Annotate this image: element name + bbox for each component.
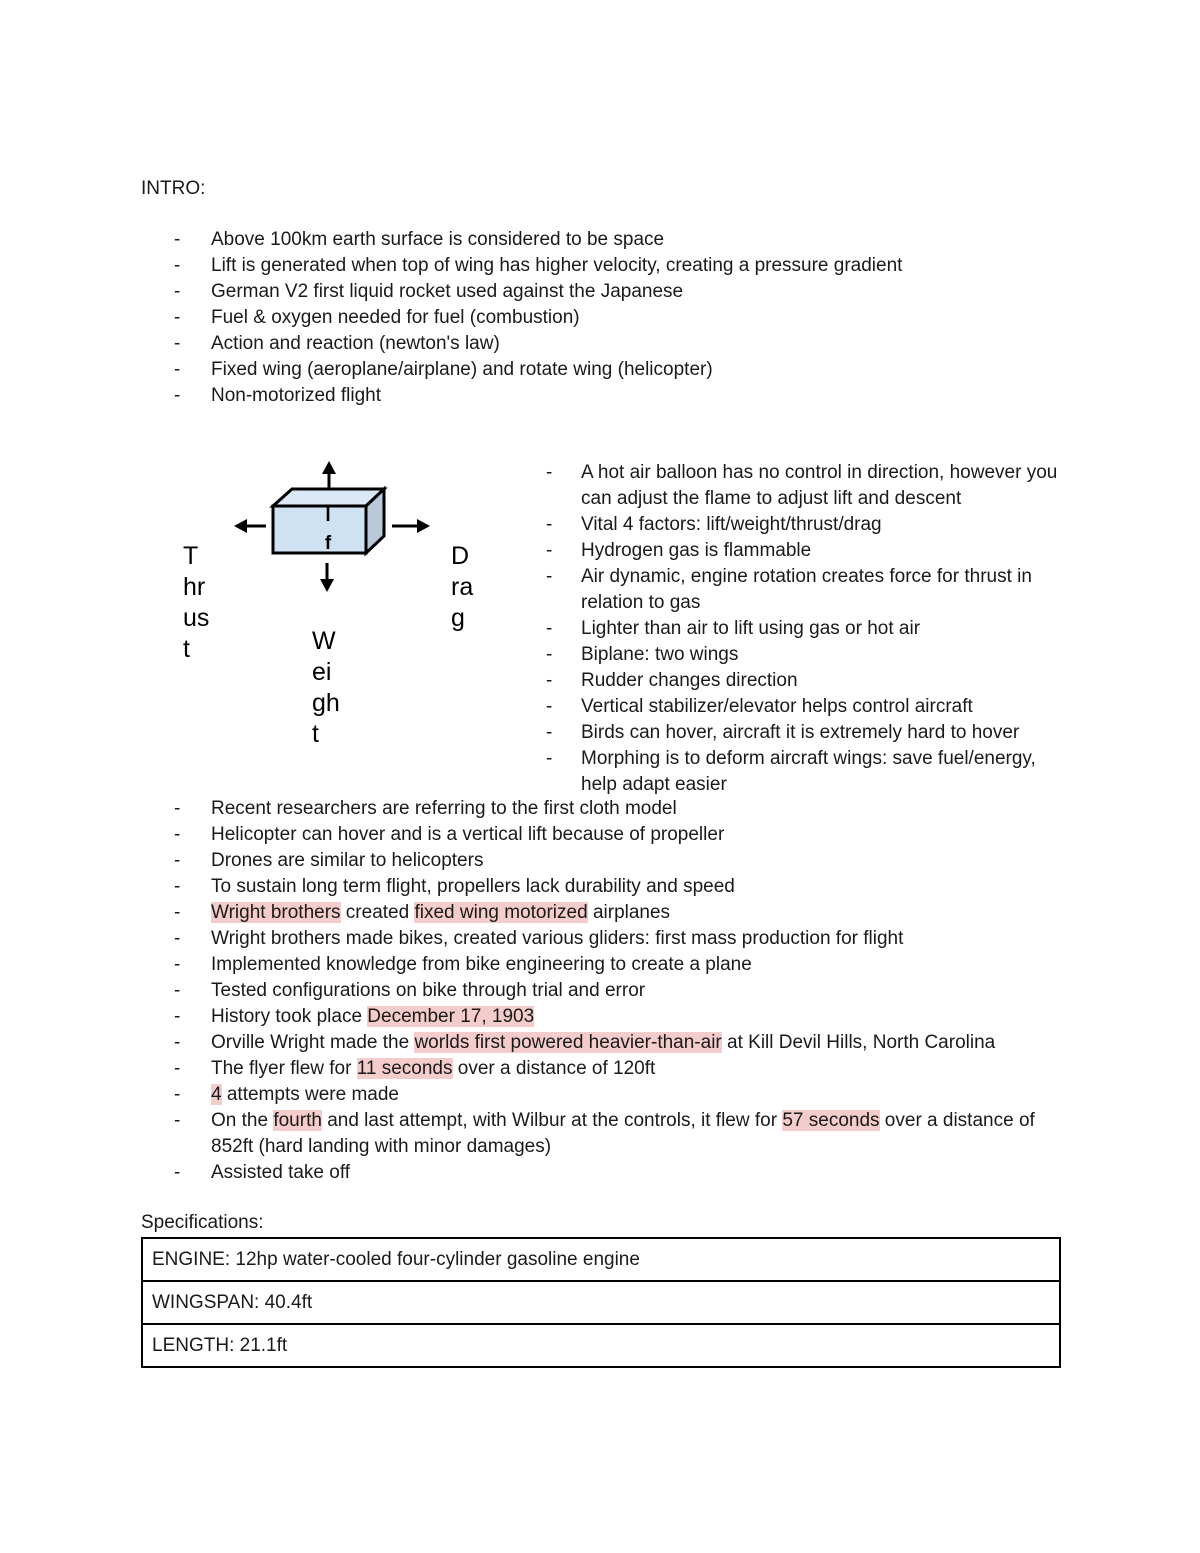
list-item	[141, 1082, 1056, 1108]
spec-cell-engine: ENGINE: 12hp water-cooled four-cylinder gasoline engine	[142, 1238, 1060, 1281]
list-item-text: attempts were made	[221, 1084, 399, 1105]
list-item	[141, 331, 1041, 357]
list-item-text: Assisted take off	[211, 1162, 351, 1183]
bullet-dash: -	[174, 307, 181, 328]
thrust-label-line: t	[183, 635, 190, 663]
list-item-text: Tested configurations on bike through trial and error	[211, 980, 646, 1001]
list-item-text: airplanes	[587, 902, 671, 923]
bullet-dash: -	[546, 644, 553, 665]
bullet-dash: -	[546, 462, 553, 483]
weight-label-line: ei	[312, 658, 332, 686]
list-item-text: Vertical stabilizer/elevator helps control aircraft	[581, 696, 973, 717]
list-item	[141, 357, 1041, 383]
list-item-text: Above 100km earth surface is considered to be space	[211, 229, 665, 250]
list-item-text: Fixed wing (aeroplane/airplane) and rotate wing (helicopter)	[211, 359, 713, 380]
forces-diagram	[170, 455, 500, 775]
spec-row	[142, 1324, 1060, 1367]
bullet-dash: -	[174, 1006, 181, 1027]
list-item-text: To sustain long term flight, propellers lack durability and speed	[211, 876, 735, 897]
thrust-label-line: hr	[183, 573, 206, 601]
drag-arrow-head	[417, 519, 430, 533]
drag-label-line: D	[451, 542, 470, 570]
thrust-label-line: T	[183, 542, 199, 570]
aircraft-facts-list	[546, 460, 1066, 798]
bullet-dash: -	[174, 980, 181, 1001]
thrust-label-line: us	[183, 604, 210, 632]
lift-label-line: f	[324, 533, 332, 554]
list-item	[546, 746, 1066, 798]
bullet-dash: -	[174, 1032, 181, 1053]
spec-row	[142, 1281, 1060, 1324]
list-item	[141, 253, 1041, 279]
list-item	[546, 642, 1066, 668]
bullet-dash: -	[174, 954, 181, 975]
bullet-dash: -	[174, 229, 181, 250]
list-item	[141, 1004, 1056, 1030]
list-item-text: Helicopter can hover and is a vertical lift because of propeller	[211, 824, 725, 845]
list-item	[141, 900, 1056, 926]
bullet-dash: -	[546, 748, 553, 769]
weight-label-line: t	[312, 720, 319, 748]
highlighted-text: fixed wing motorized	[414, 902, 588, 923]
list-item-text: German V2 first liquid rocket used against the Japanese	[211, 281, 684, 302]
weight-label	[312, 626, 352, 750]
list-item-text: Birds can hover, aircraft it is extremely hard to hover	[581, 722, 1020, 743]
drag-label	[451, 541, 491, 634]
bullet-dash: -	[546, 566, 553, 587]
list-item	[141, 383, 1041, 409]
list-item-text: Recent researchers are referring to the first cloth model	[211, 798, 677, 819]
bullet-dash: -	[174, 281, 181, 302]
thrust-label	[183, 541, 223, 665]
list-item	[141, 1030, 1056, 1056]
lift-label	[320, 502, 336, 558]
list-item	[141, 1056, 1056, 1082]
lift-arrow-head	[322, 461, 336, 474]
list-item-text: created	[340, 902, 415, 923]
list-item	[141, 978, 1056, 1004]
list-item	[141, 227, 1041, 253]
list-item	[141, 279, 1041, 305]
list-item-text: History took place	[211, 1006, 368, 1027]
list-item	[546, 720, 1066, 746]
bullet-dash: -	[546, 670, 553, 691]
list-item	[546, 512, 1066, 538]
spec-row	[142, 1238, 1060, 1281]
list-item-text: Fuel & oxygen needed for fuel (combustion)	[211, 307, 580, 328]
list-item-text: Lighter than air to lift using gas or hot air	[581, 618, 921, 639]
bullet-dash: -	[174, 824, 181, 845]
bullet-dash: -	[174, 1058, 181, 1079]
list-item-text: Action and reaction (newton's law)	[211, 333, 500, 354]
list-item-text: Implemented knowledge from bike engineering to create a plane	[211, 954, 752, 975]
highlighted-text: fourth	[273, 1110, 322, 1131]
bullet-dash: -	[174, 928, 181, 949]
list-item-text: Air dynamic, engine rotation creates force for thrust in relation to gas	[581, 566, 1032, 613]
list-item-text: Lift is generated when top of wing has higher velocity, creating a pressure gradient	[211, 255, 903, 276]
list-item-text: Drones are similar to helicopters	[211, 850, 484, 871]
bullet-dash: -	[546, 696, 553, 717]
list-item-text: Rudder changes direction	[581, 670, 798, 691]
specifications-table	[141, 1237, 1061, 1368]
drag-label-line: ra	[451, 573, 474, 601]
bullet-dash: -	[174, 798, 181, 819]
bullet-dash: -	[174, 359, 181, 380]
list-item-text: Biplane: two wings	[581, 644, 739, 665]
list-item	[141, 1160, 1056, 1186]
list-item-text: The flyer flew for	[211, 1058, 357, 1079]
list-item	[141, 952, 1056, 978]
list-item	[546, 460, 1066, 512]
bullet-dash: -	[546, 722, 553, 743]
list-item-text: Vital 4 factors: lift/weight/thrust/drag	[581, 514, 882, 535]
weight-label-line: W	[312, 627, 336, 655]
specifications-heading: Specifications:	[141, 1212, 264, 1233]
list-item	[141, 796, 1056, 822]
thrust-arrow-head	[234, 519, 247, 533]
weight-arrow-head	[320, 579, 334, 592]
list-item-text: over a distance of 852ft (hard landing with minor damages)	[211, 1110, 1035, 1157]
bullet-dash: -	[174, 876, 181, 897]
highlighted-text: 57 seconds	[782, 1110, 880, 1131]
list-item	[141, 874, 1056, 900]
bullet-dash: -	[174, 333, 181, 354]
highlighted-text: December 17, 1903	[367, 1006, 535, 1027]
list-item	[141, 926, 1056, 952]
list-item	[546, 694, 1066, 720]
highlighted-text: worlds first powered heavier-than-air	[414, 1032, 722, 1053]
bullet-dash: -	[174, 1162, 181, 1183]
spec-cell-wingspan: WINGSPAN: 40.4ft	[142, 1281, 1060, 1324]
bullet-dash: -	[174, 1110, 181, 1131]
list-item-text: A hot air balloon has no control in direction, however you can adjust the flame to adjust lift and descent	[581, 462, 1058, 509]
drag-label-line: g	[451, 604, 465, 632]
bullet-dash: -	[174, 385, 181, 406]
intro-list	[141, 227, 1041, 409]
list-item	[141, 305, 1041, 331]
list-item-text: On the	[211, 1110, 274, 1131]
highlighted-text: 11 seconds	[356, 1058, 453, 1079]
bullet-dash: -	[174, 850, 181, 871]
list-item-text: Non-motorized flight	[211, 385, 382, 406]
list-item	[141, 822, 1056, 848]
list-item	[546, 564, 1066, 616]
history-list	[141, 796, 1056, 1186]
list-item-text: Wright brothers made bikes, created various gliders: first mass production for flight	[211, 928, 904, 949]
list-item-text: Orville Wright made the	[211, 1032, 415, 1053]
weight-label-line: gh	[312, 689, 340, 717]
bullet-dash: -	[546, 618, 553, 639]
intro-heading: INTRO:	[141, 178, 206, 199]
list-item-text: Morphing is to deform aircraft wings: save fuel/energy, help adapt easier	[581, 748, 1036, 795]
spec-cell-length: LENGTH: 21.1ft	[142, 1324, 1060, 1367]
bullet-dash: -	[546, 514, 553, 535]
list-item-text: over a distance of 120ft	[452, 1058, 656, 1079]
bullet-dash: -	[174, 255, 181, 276]
lift-label-line: l	[325, 505, 331, 526]
list-item	[546, 668, 1066, 694]
highlighted-text: 4	[211, 1084, 222, 1105]
list-item-text: Hydrogen gas is flammable	[581, 540, 812, 561]
bullet-dash: -	[174, 902, 181, 923]
list-item-text: at Kill Devil Hills, North Carolina	[721, 1032, 996, 1053]
list-item	[546, 538, 1066, 564]
list-item	[546, 616, 1066, 642]
list-item-text: and last attempt, with Wilbur at the controls, it flew for	[321, 1110, 783, 1131]
list-item	[141, 1108, 1056, 1160]
bullet-dash: -	[174, 1084, 181, 1105]
bullet-dash: -	[546, 540, 553, 561]
highlighted-text: Wright brothers	[211, 902, 341, 923]
list-item	[141, 848, 1056, 874]
